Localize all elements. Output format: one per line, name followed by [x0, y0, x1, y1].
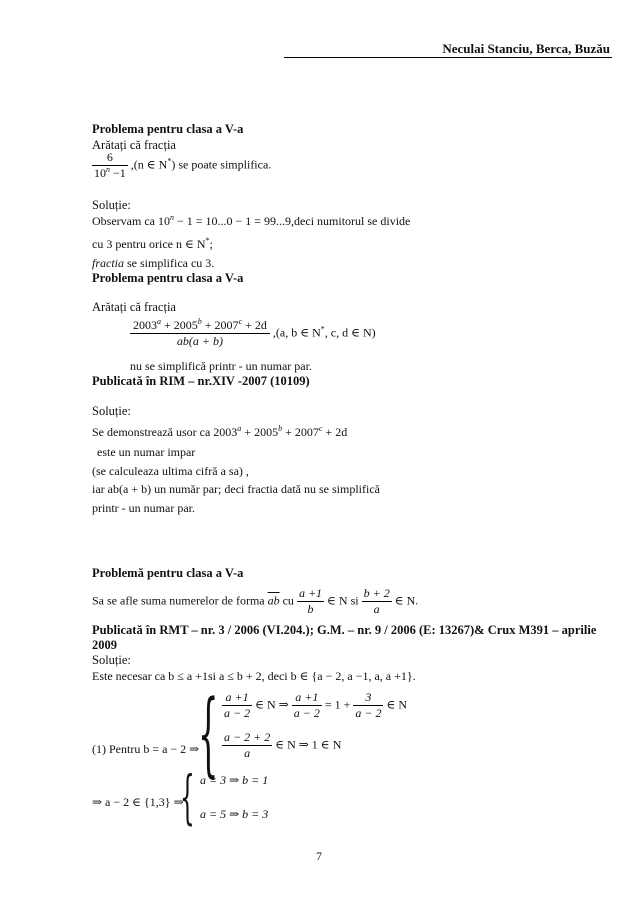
problem3-solution-label: Soluție: — [92, 653, 131, 667]
problem2-fraction: $\frac{2003^a + 2005^b + 2007^c + 2d}{ab(a + b)}$ — [130, 318, 270, 349]
problem3-result1: a = 3 ⇒ b = 1 — [200, 773, 269, 787]
problem3-statement: Sa se afle suma numerelor de forma $\overline{ab}$ cu $\frac{a +1}{b}$ ∈ N si $\frac{b + 2}{a}$ ∈ N. — [92, 586, 419, 616]
system-brace-1: { — [198, 680, 219, 787]
problem3-implication: ⇒ a − 2 ∈ {1,3} ⇒ — [92, 795, 184, 809]
header-rule — [284, 57, 612, 58]
problem1-title: Problema pentru clasa a V-a — [92, 122, 244, 136]
problem2-solution-line4: iar ab(a + b) un număr par; deci fractia dată nu se simplifică — [92, 482, 380, 496]
problem1-solution-line3: fractia se simplifica cu 3. — [92, 256, 215, 270]
problem1-intro: Arătați că fracția — [92, 138, 176, 152]
problem1-solution-line1: Observam ca $10^n - 1 = 10...0 - 1$ = 99...9,deci numitorul se divide — [92, 213, 411, 228]
problem2-solution-label: Soluție: — [92, 404, 131, 418]
problem2-title: Problema pentru clasa a V-a — [92, 271, 244, 285]
problem2-statement: $\frac{2003^a + 2005^b + 2007^c + 2d}{ab(a + b)}$ ,(a, b ∈ N*, c, d ∈ N) — [130, 318, 376, 349]
problem1-solution-label: Soluție: — [92, 198, 131, 212]
page-header-author: Neculai Stanciu, Berca, Buzău — [442, 41, 610, 56]
problem2-intro: Arătați că fracția — [92, 300, 176, 314]
problem3-necessary-condition: Este necesar ca b ≤ a +1si a ≤ b + 2, deci b ∈ {a − 2, a −1, a, a +1}. — [92, 669, 416, 683]
problem2-solution-line2: este un numar impar — [97, 445, 196, 459]
problem1-statement: $\frac{6}{10^n -1}$ ,(n ∈ N*) se poate simplifica. — [94, 150, 272, 180]
problem3-system-row1: $\frac{a +1}{a - 2}$ ∈ N ⇒ $\frac{a +1}{a - 2}$ = 1 + $\frac{3}{a - 2}$ ∈ N — [224, 690, 408, 720]
problem2-solution-line5: printr - un numar par. — [92, 501, 195, 515]
problem3-case1-label: (1) Pentru b = a − 2 ⇒ — [92, 742, 200, 756]
problem1-fraction: $\frac{6}{10^n -1}$ — [94, 150, 126, 180]
problem2-note: nu se simplifică printr - un numar par. — [130, 359, 312, 373]
problem1-solution-line2: cu 3 pentru orice n ∈ N*; — [92, 236, 213, 251]
system-brace-2: { — [180, 763, 195, 831]
problem3-result2: a = 5 ⇒ b = 3 — [200, 807, 269, 821]
page-number: 7 — [316, 849, 322, 863]
problem3-system-row2: $\frac{a - 2 + 2}{a}$ ∈ N ⇒ 1 ∈ N — [224, 730, 342, 760]
problem3-title: Problemă pentru clasa a V-a — [92, 566, 244, 580]
problem2-solution-line3: (se calculeaza ultima cifră a sa) , — [92, 464, 249, 478]
problem2-published: Publicată în RIM – nr.XIV -2007 (10109) — [92, 374, 310, 388]
problem3-published: Publicată în RMT – nr. 3 / 2006 (VI.204.); G.M. – nr. 9 / 2006 (E: 13267)& Crux M391 – aprilie 2009 — [92, 623, 597, 652]
problem2-solution-line1: Se demonstrează usor ca $2003^a + 2005^b + 2007^c + 2d$ — [92, 424, 348, 439]
